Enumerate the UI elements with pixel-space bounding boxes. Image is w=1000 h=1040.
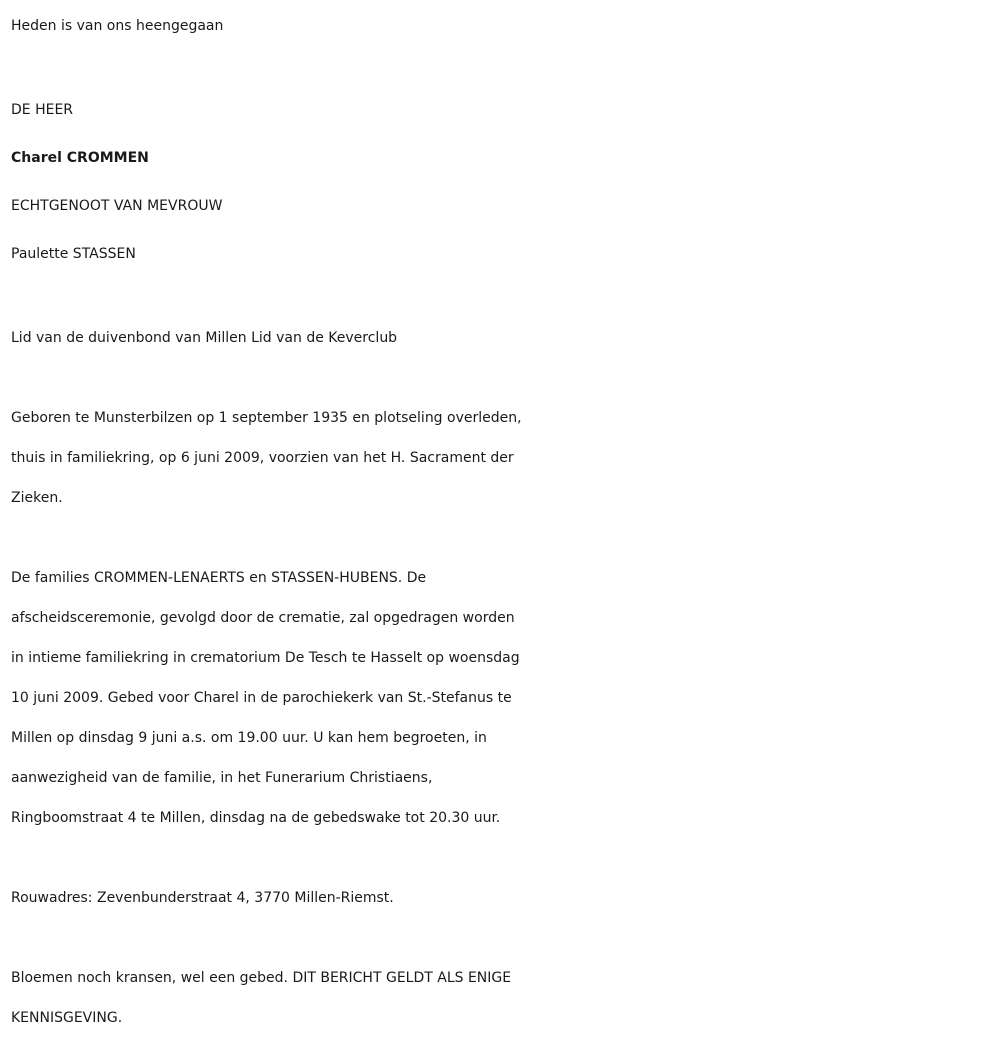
paragraph-line: afscheidsceremonie, gevolgd door de crematie, zal opgedragen worden: [11, 610, 515, 626]
deceased-name: Charel CROMMEN: [11, 150, 149, 166]
paragraph-line: thuis in familiekring, op 6 juni 2009, voorzien van het H. Sacrament der: [11, 450, 514, 466]
paragraph-line: 10 juni 2009. Gebed voor Charel in de parochiekerk van St.-Stefanus te: [11, 690, 512, 706]
paragraph-line: Bloemen noch kransen, wel een gebed. DIT BERICHT GELDT ALS ENIGE: [11, 970, 512, 986]
paragraph-line: KENNISGEVING.: [11, 1010, 123, 1026]
birth-death-paragraph: [11, 398, 1000, 518]
spacer: [11, 518, 1000, 558]
ceremony-paragraph: [11, 558, 1000, 838]
paragraph-line: Geboren te Munsterbilzen op 1 september 1935 en plotseling overleden,: [11, 410, 522, 426]
spacer: [11, 358, 1000, 398]
paragraph-line: Millen op dinsdag 9 juni a.s. om 19.00 uur. U kan hem begroeten, in: [11, 730, 487, 746]
spacer: [11, 278, 1000, 318]
memberships-text: Lid van de duivenbond van Millen Lid van de Keverclub: [11, 330, 398, 346]
paragraph-line: in intieme familiekring in crematorium De Tesch te Hasselt op woensdag: [11, 650, 520, 666]
intro-text: Heden is van ons heengegaan: [11, 18, 224, 34]
spacer: [11, 838, 1000, 878]
relation-line: ECHTGENOOT VAN MEVROUW: [11, 198, 223, 214]
paragraph-line: Ringboomstraat 4 te Millen, dinsdag na de gebedswake tot 20.30 uur.: [11, 810, 501, 826]
title-line: DE HEER: [11, 102, 74, 118]
spouse-name: Paulette STASSEN: [11, 246, 136, 262]
spacer: [11, 46, 1000, 86]
closing-paragraph: [11, 958, 1000, 1038]
paragraph-line: aanwezigheid van de familie, in het Funerarium Christiaens,: [11, 770, 433, 786]
spacer: [11, 918, 1000, 958]
paragraph-line: Zieken.: [11, 490, 63, 506]
paragraph-line: De families CROMMEN-LENAERTS en STASSEN-HUBENS. De: [11, 570, 427, 586]
mourning-address: Rouwadres: Zevenbunderstraat 4, 3770 Millen-Riemst.: [11, 890, 394, 906]
